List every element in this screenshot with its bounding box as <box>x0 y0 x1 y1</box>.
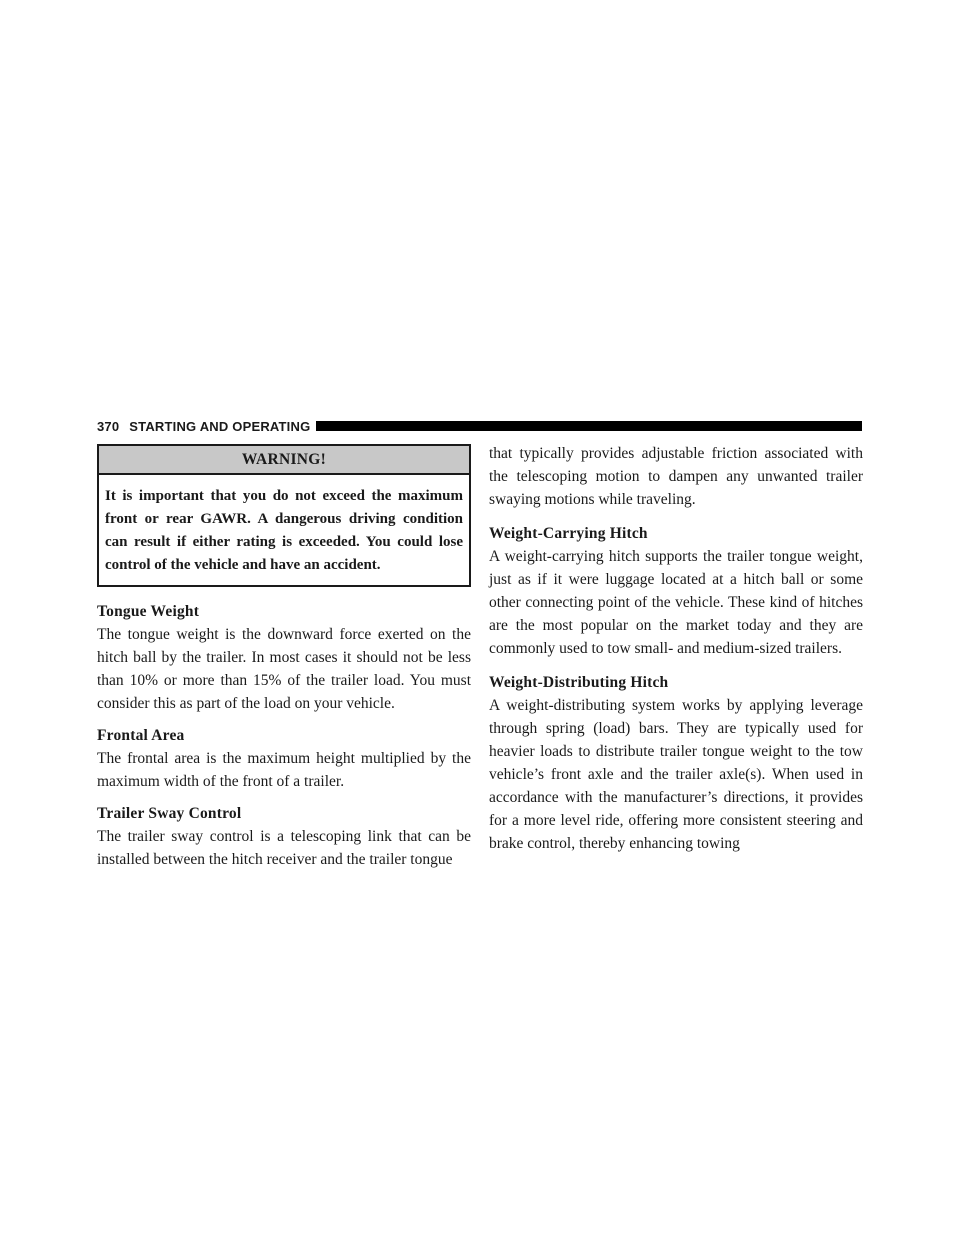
left-column <box>97 444 471 881</box>
right-column <box>489 444 863 867</box>
continued-paragraph: that typically provides adjustable friction associated with the telescoping motion to dampen any unwanted trailer swaying motions while traveling. <box>489 445 863 508</box>
section-text-tongue-weight: The tongue weight is the downward force exerted on the hitch ball by the trailer. In most cases it should not be less than 10% or more than 15% of the trailer load. You must consider this as part of the load on your vehicle. <box>97 626 471 712</box>
section-title: STARTING AND OPERATING <box>129 418 311 434</box>
section-text-trailer-sway-control: The trailer sway control is a telescoping link that can be installed between the hitch receiver and the trailer tongue <box>97 828 471 868</box>
section-heading-weight-carrying-hitch: Weight-Carrying Hitch <box>489 525 648 542</box>
section-heading-frontal-area: Frontal Area <box>97 727 185 744</box>
section-text-weight-distributing-hitch: A weight-distributing system works by applying leverage through spring (load) bars. They are typically used for heavier loads to distribute trailer tongue weight to the tow vehicle’s front axle and the trailer axle(s). When used in accordance with the manufacturer’s directions, it provides for a more level ride, offering more consistent steering and brake control, thereby enhancing towing <box>489 697 863 852</box>
warning-title: WARNING! <box>99 446 469 475</box>
section-heading-tongue-weight: Tongue Weight <box>97 603 200 620</box>
section-heading-trailer-sway-control: Trailer Sway Control <box>97 805 242 822</box>
section-text-frontal-area: The frontal area is the maximum height multiplied by the maximum width of the front of a trailer. <box>97 750 471 790</box>
page-number: 370 <box>97 418 120 434</box>
warning-text: It is important that you do not exceed the maximum front or rear GAWR. A dangerous driving condition can result if either rating is exceeded. You could lose control of the vehicle and have an accident. <box>105 488 463 573</box>
section-text-weight-carrying-hitch: A weight-carrying hitch supports the trailer tongue weight, just as if it were luggage located at a hitch ball or some other connecting point of the vehicle. These kind of hitches are the most popular on the market today and they are commonly used to tow small- and medium-sized trailers. <box>489 548 863 657</box>
warning-box <box>97 444 471 587</box>
section-heading-weight-distributing-hitch: Weight-Distributing Hitch <box>489 674 669 691</box>
page-header <box>97 418 862 434</box>
header-rule <box>316 421 862 431</box>
